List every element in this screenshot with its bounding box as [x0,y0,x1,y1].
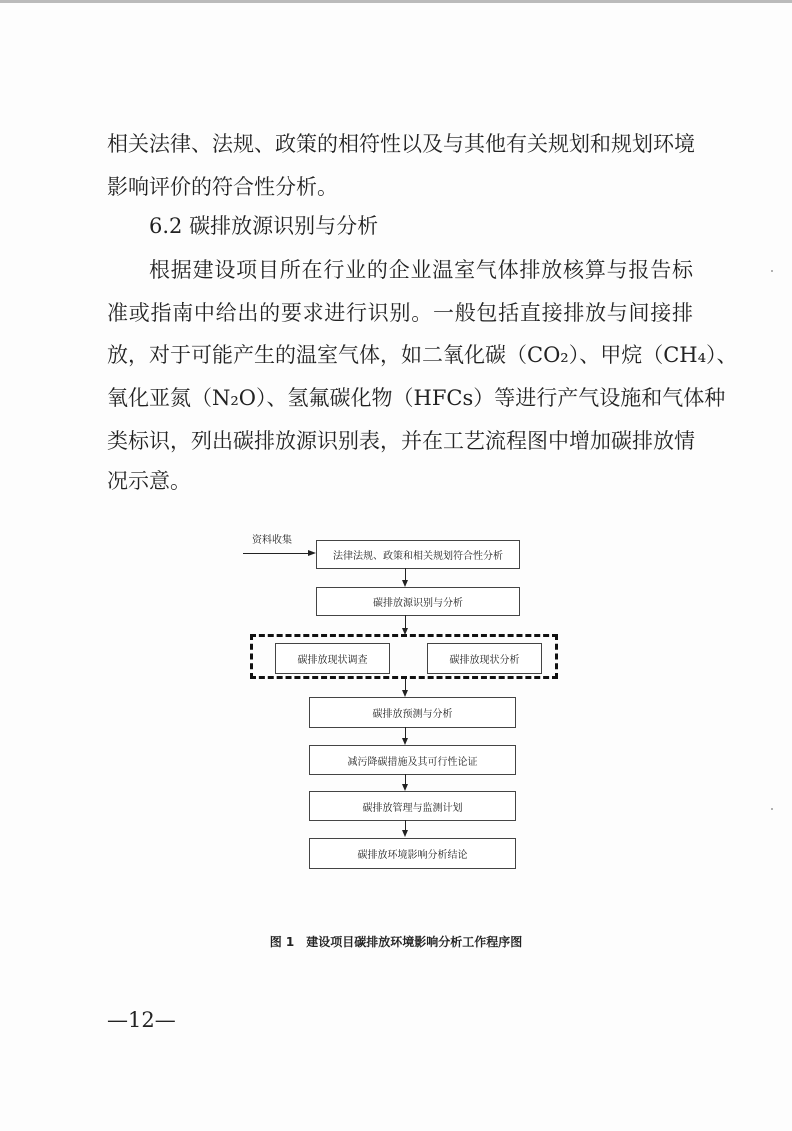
scan-speck [771,270,773,272]
flow-step: 碳排放预测与分析 [309,697,516,728]
body-line: 准或指南中给出的要求进行识别。一般包括直接排放与间接排 [107,301,693,325]
flow-step: 碳排放现状调查 [275,643,390,674]
body-line: 放，对于可能产生的温室气体，如二氧化碳（CO₂）、甲烷（CH₄）、 [107,343,738,367]
figure-caption: 图 1 建设项目碳排放环境影响分析工作程序图 [269,935,523,949]
body-line: 况示意。 [107,469,191,493]
flow-step: 碳排放现状分析 [427,643,542,674]
flow-step: 碳排放环境影响分析结论 [309,838,516,869]
body-line: 氧化亚氮（N₂O）、氢氟碳化物（HFCs）等进行产气设施和气体种 [107,386,726,410]
flow-step: 减污降碳措施及其可行性论证 [309,745,516,775]
body-line: 类标识，列出碳排放源识别表，并在工艺流程图中增加碳排放情 [107,429,695,453]
flow-step: 碳排放管理与监测计划 [309,791,516,821]
input-arrow [243,553,309,554]
flow-step: 碳排放源识别与分析 [316,587,520,616]
body-line: 相关法律、法规、政策的相符性以及与其他有关规划和规划环境 [107,132,695,156]
body-line: 根据建设项目所在行业的企业温室气体排放核算与报告标 [149,258,693,282]
arrow-head-icon [308,550,316,556]
scan-edge [0,0,792,3]
page-number: —12— [107,1008,176,1032]
body-line: 影响评价的符合性分析。 [107,175,338,199]
section-heading: 6.2 碳排放源识别与分析 [149,214,379,238]
flow-step: 法律法规、政策和相关规划符合性分析 [316,540,520,569]
scan-speck [771,808,773,810]
input-label: 资料收集 [252,535,292,546]
